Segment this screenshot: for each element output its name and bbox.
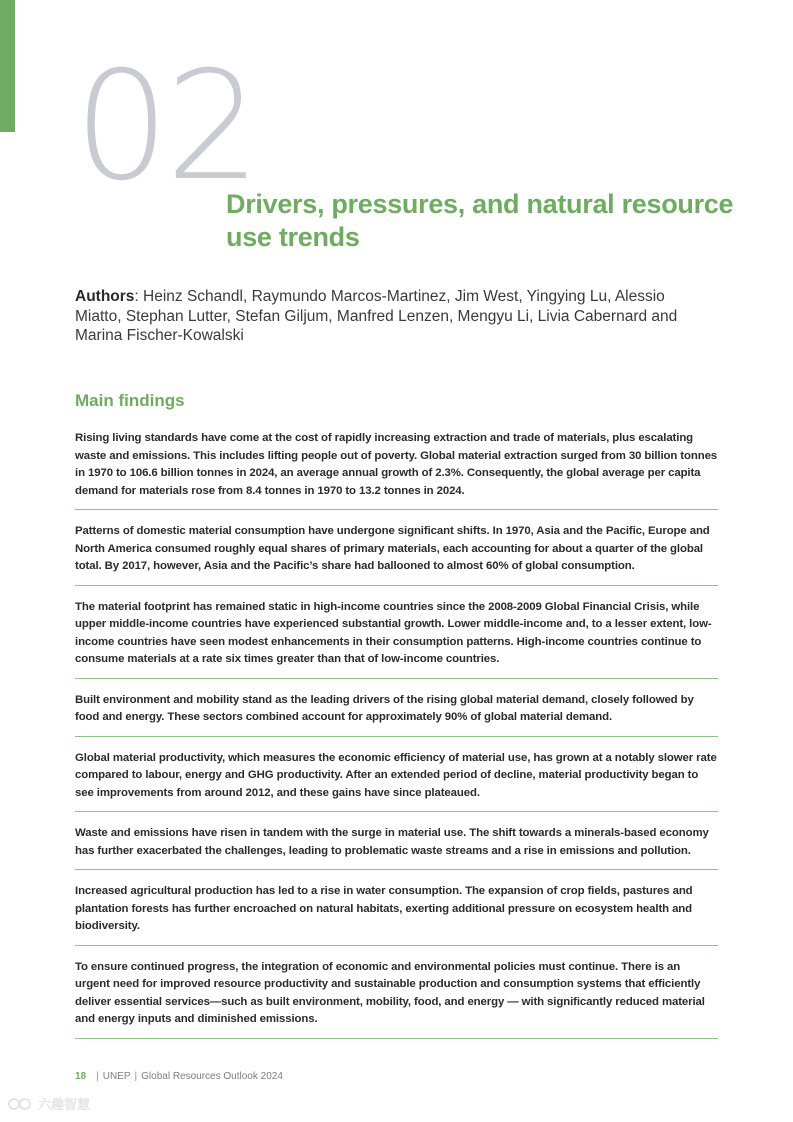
page-footer bbox=[75, 1071, 283, 1082]
watermark bbox=[8, 1094, 90, 1113]
authors-label: Authors bbox=[75, 288, 135, 305]
chapter-title: Drivers, pressures, and natural resource use trends bbox=[226, 189, 734, 252]
finding-item: Waste and emissions have risen in tandem with the surge in material use. The shift towards a minerals-based economy has further exacerbated the challenges, leading to problematic waste streams and a rise in emissions and pollution. bbox=[75, 825, 718, 870]
main-findings-heading: Main findings bbox=[75, 391, 185, 410]
main-findings-list bbox=[75, 430, 718, 1052]
finding-item: To ensure continued progress, the integration of economic and environmental policies must continue. There is an urgent need for improved resource productivity and sustainable production and consumption systems that efficiently deliver essential services—such as built environment, mobility, food, and energy — with significantly reduced material and energy inputs and diminished emissions. bbox=[75, 959, 718, 1039]
finding-item: Patterns of domestic material consumption have undergone significant shifts. In 1970, Asia and the Pacific, Europe and North America consumed roughly equal shares of primary materials, each accounting for about a quarter of the global total. By 2017, however, Asia and the Pacific’s share had ballooned to almost 60% of global consumption. bbox=[75, 523, 718, 586]
watermark-text: 六趣智慧 bbox=[38, 1097, 91, 1112]
finding-item: Built environment and mobility stand as the leading drivers of the rising global material demand, closely followed by food and energy. These sectors combined account for approximately 90% of global material demand. bbox=[75, 692, 718, 737]
finding-item: Global material productivity, which measures the economic efficiency of material use, has grown at a notably slower rate compared to labour, energy and GHG productivity. After an extended period of decline, material productivity began to see improvements from around 2012, and these gains have since plateaued. bbox=[75, 750, 718, 813]
chapter-tab-marker bbox=[0, 0, 15, 132]
footer-separator: | bbox=[96, 1071, 99, 1082]
footer-publisher: UNEP bbox=[102, 1071, 131, 1082]
finding-item: The material footprint has remained static in high-income countries since the 2008-2009 Global Financial Crisis, while upper middle-income countries have experienced substantial growth. Lower middle-income and, to a lesser extent, low-income countries have seen modest enhancements in their consumption patterns. High-income countries continue to consume materials at a rate six times greater than that of low-income countries. bbox=[75, 599, 718, 679]
page-number: 18 bbox=[75, 1071, 87, 1082]
finding-item: Increased agricultural production has led to a rise in water consumption. The expansion of crop fields, pastures and plantation forests has further encroached on natural habitats, exerting additional pressure on ecosystem health and biodiversity. bbox=[75, 883, 718, 946]
watermark-logo-icon bbox=[8, 1097, 34, 1111]
chapter-number: 02 bbox=[74, 40, 257, 214]
authors-names: : Heinz Schandl, Raymundo Marcos-Martinez, Jim West, Yingying Lu, Alessio Miatto, Stephan Lutter, Stefan Giljum, Manfred Lenzen, Mengyu Li, Livia Cabernard and Marina Fischer-Kowalski bbox=[75, 288, 678, 344]
authors-block bbox=[75, 287, 715, 346]
footer-separator: | bbox=[134, 1071, 138, 1082]
footer-publication: Global Resources Outlook 2024 bbox=[141, 1071, 283, 1082]
finding-item: Rising living standards have come at the cost of rapidly increasing extraction and trade of materials, plus escalating waste and emissions. This includes lifting people out of poverty. Global material extraction surged from 30 billion tonnes in 1970 to 106.6 billion tonnes in 2024, an average annual growth of 2.3%. Consequently, the global average per capita demand for materials rose from 8.4 tonnes in 1970 to 13.2 tonnes in 2024. bbox=[75, 430, 718, 510]
